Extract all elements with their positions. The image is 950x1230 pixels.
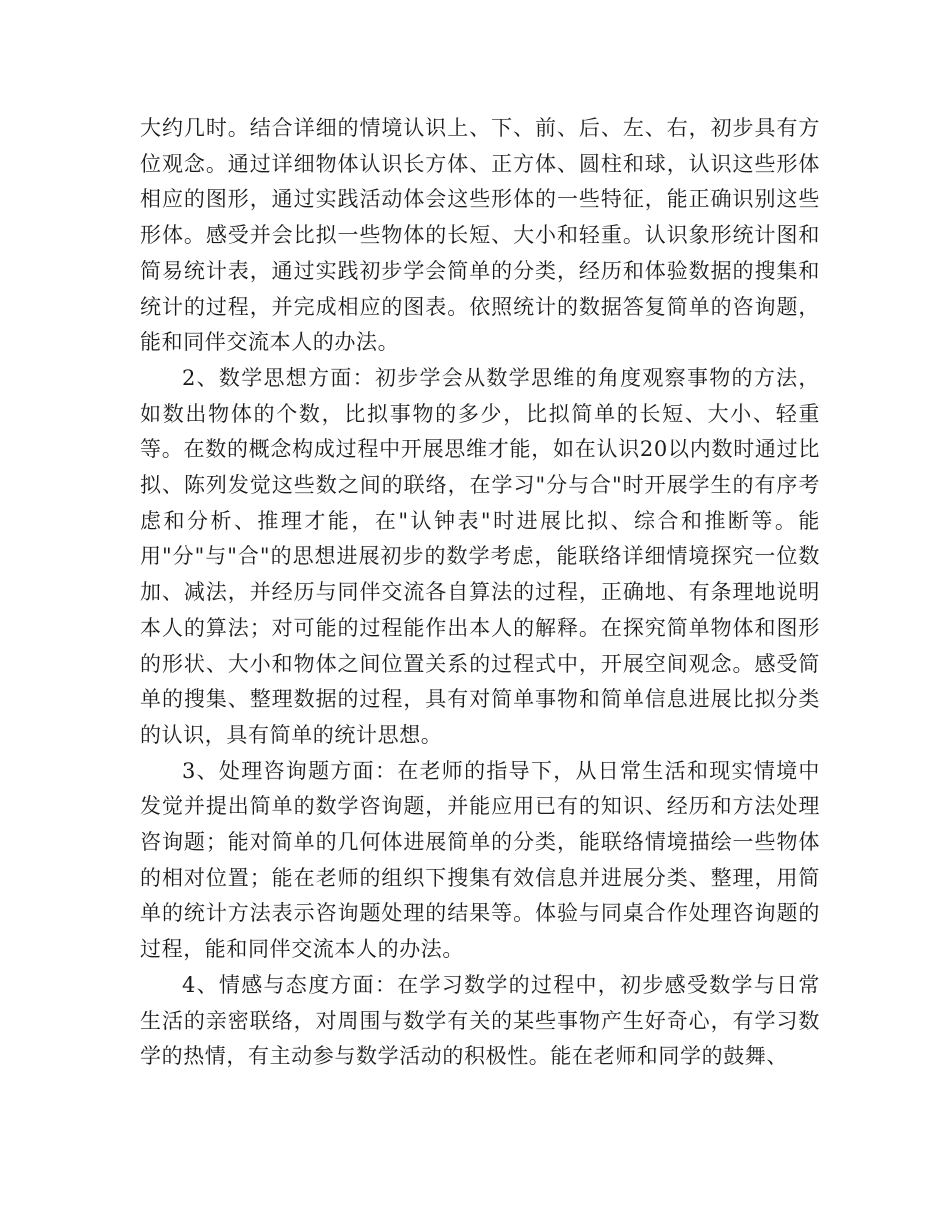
paragraph-emotion-attitude: 4、情感与态度方面：在学习数学的过程中，初步感受数学与日常生活的亲密联络，对周围与数学有关的某些事物产生好奇心，有学习数学的热情，有主动参与数学活动的积极性。能在老师和同学的鼓舞、 xyxy=(140,972,820,1069)
document-body xyxy=(140,111,820,1075)
paragraph-math-thinking: 2、数学思想方面：初步学会从数学思维的角度观察事物的方法，如数出物体的个数，比拟事物的多少，比拟简单的长短、大小、轻重等。在数的概念构成过程中开展思维才能，如在认识20以内数时通过比拟、陈列发觉这些数之间的联络，在学习"分与合"时开展学生的有序考虑和分析、推理才能，在"认钟表"时进展比拟、综合和推断等。能用"分"与"合"的思想进展初步的数学考虑，能联络详细情境探究一位数加、减法，并经历与同伴交流各自算法的过程，正确地、有条理地说明本人的算法；对可能的过程能作出本人的解释。在探究简单物体和图形的形状、大小和物体之间位置关系的过程式中，开展空间观念。感受简单的搜集、整理数据的过程，具有对简单事物和简单信息进展比拟分类的认识，具有简单的统计思想。 xyxy=(140,365,820,747)
paragraph-continuation: 大约几时。结合详细的情境认识上、下、前、后、左、右，初步具有方位观念。通过详细物体认识长方体、正方体、圆柱和球，认识这些形体相应的图形，通过实践活动体会这些形体的一些特征，能正确识别这些形体。感受并会比拟一些物体的长短、大小和轻重。认识象形统计图和简易统计表，通过实践初步学会简单的分类，经历和体验数据的搜集和统计的过程，并完成相应的图表。依照统计的数据答复简单的咨询题，能和同伴交流本人的办法。 xyxy=(140,116,820,355)
paragraph-problem-solving: 3、处理咨询题方面：在老师的指导下，从日常生活和现实情境中发觉并提出简单的数学咨询题，并能应用已有的知识、经历和方法处理咨询题；能对简单的几何体进展简单的分类，能联络情境描绘一些物体的相对位置；能在老师的组织下搜集有效信息并进展分类、整理，用简单的统计方法表示咨询题处理的结果等。体验与同桌合作处理咨询题的过程，能和同伴交流本人的办法。 xyxy=(140,758,820,962)
